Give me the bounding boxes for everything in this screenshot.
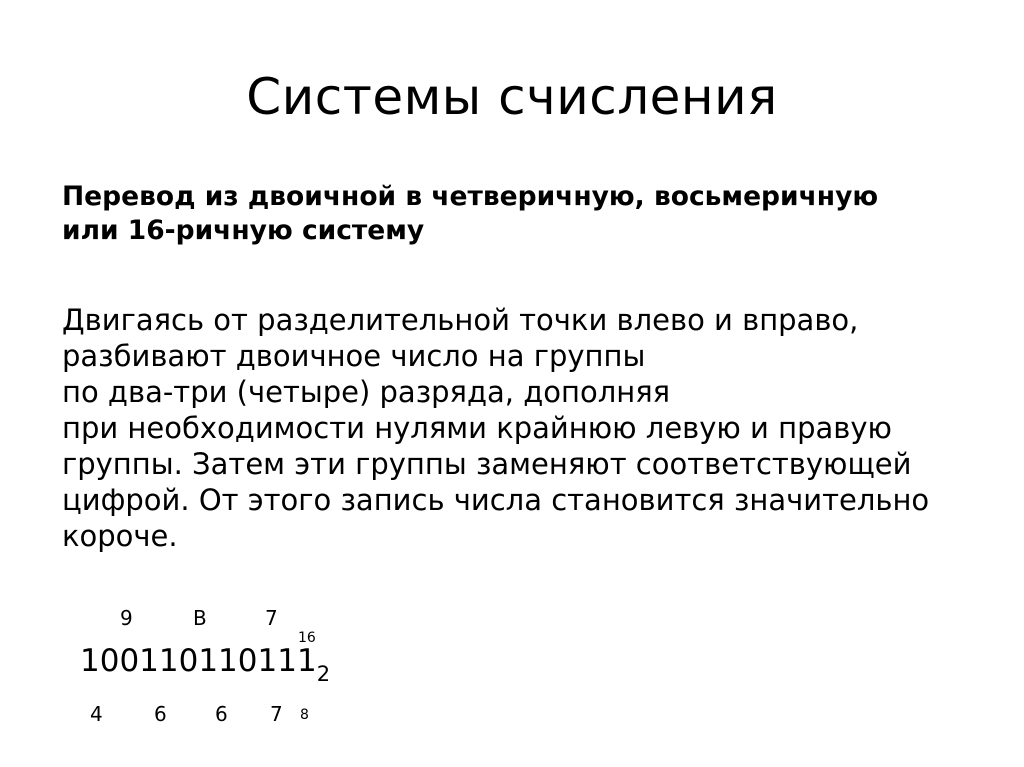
octal-digit: 7	[270, 702, 283, 726]
paragraph-line: цифрой. От этого запись числа становится значительно	[62, 483, 930, 517]
subtitle-line: Перевод из двоичной в четверичную, восьмеричную	[62, 181, 879, 212]
paragraph-line: при необходимости нулями крайнюю левую и правую	[62, 411, 892, 445]
binary-digits: 100110110111	[80, 643, 317, 679]
paragraph-line: Двигаясь от разделительной точки влево и вправо,	[62, 303, 859, 337]
octal-digit: 6	[215, 702, 228, 726]
hex-digit: 7	[265, 606, 278, 630]
subtitle-line: или 16-ричную систему	[62, 215, 425, 246]
paragraph-line: группы. Затем эти группы заменяют соответствующей	[62, 447, 912, 481]
octal-digit: 6	[154, 702, 167, 726]
body-paragraph	[62, 302, 1012, 554]
octal-base-label: 8	[300, 707, 309, 723]
binary-number	[80, 641, 331, 686]
hex-digit: B	[193, 606, 207, 630]
paragraph-line: короче.	[62, 519, 178, 553]
slide-subtitle	[62, 180, 1002, 248]
slide-title: Системы счисления	[246, 68, 778, 126]
binary-base-subscript: 2	[316, 662, 331, 686]
hex-digit: 9	[120, 606, 133, 630]
hex-base-label: 16	[298, 630, 316, 646]
paragraph-line: разбивают двоичное число на группы	[62, 339, 646, 373]
octal-digit: 4	[90, 702, 103, 726]
paragraph-line: по два-три (четыре) разряда, дополняя	[62, 375, 671, 409]
